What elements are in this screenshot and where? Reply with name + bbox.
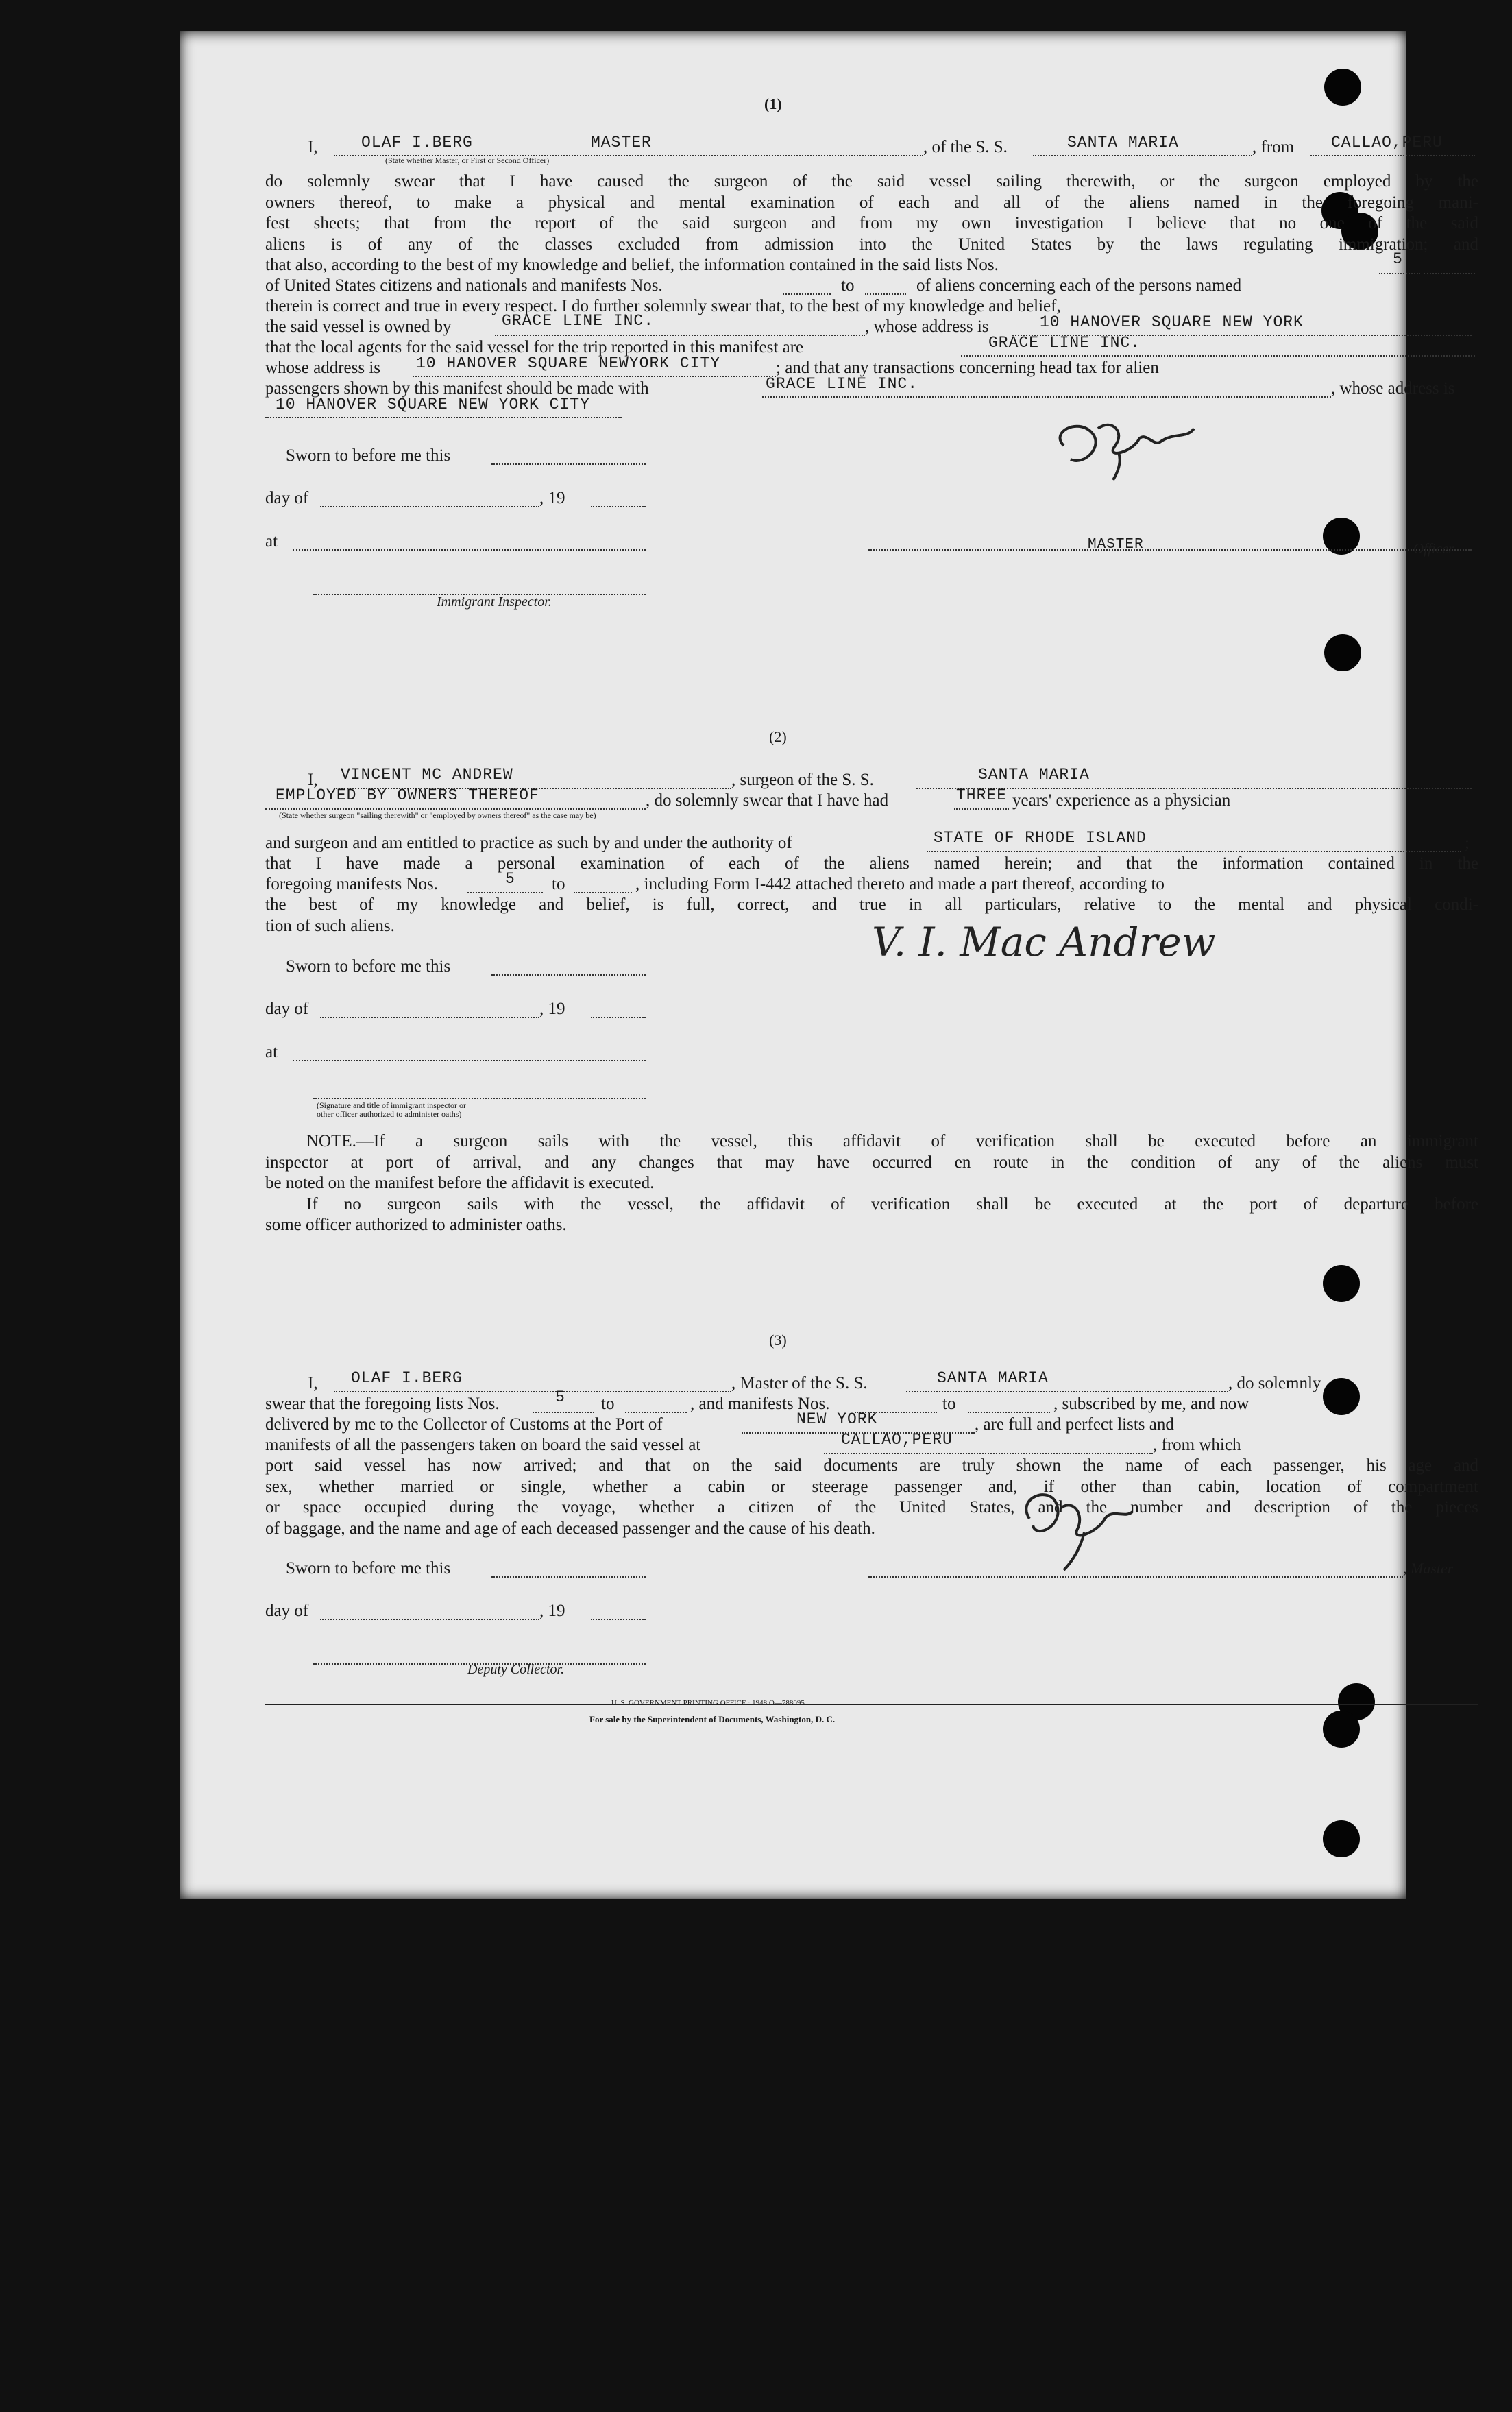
fill-line xyxy=(491,1558,646,1578)
oath-line: fest sheets; that from the report of the said surgeon and from my own investigation I believe that no one of the said xyxy=(265,214,1478,232)
arrival-port: NEW YORK xyxy=(796,1410,878,1428)
rank: MASTER xyxy=(591,134,652,152)
year-label: , 19 xyxy=(539,1602,565,1620)
signature-note: other officer authorized to administer oaths) xyxy=(317,1109,462,1119)
text: , of the S. S. xyxy=(923,138,1008,156)
oath-paragraph xyxy=(265,1456,1478,1539)
text: I, xyxy=(308,1374,318,1392)
years-experience: THREE xyxy=(956,786,1008,804)
text: and surgeon and am entitled to practice as such by and under the authority of xyxy=(265,834,792,852)
punch-hole xyxy=(1323,1265,1360,1302)
note-line: NOTE.—If a surgeon sails with the vessel, this affidavit of verification shall be executed before an immigrant xyxy=(306,1132,1478,1150)
punch-hole xyxy=(1324,69,1361,106)
oath-line: of United States citizens and nationals and manifests Nos. xyxy=(265,276,663,295)
at-label: at xyxy=(265,532,278,551)
text: , surgeon of the S. S. xyxy=(731,771,874,789)
fill-line xyxy=(491,956,646,976)
inspector-title: Immigrant Inspector. xyxy=(437,594,552,610)
employment-status: EMPLOYED BY OWNERS THEREOF xyxy=(276,786,539,804)
manifest-page xyxy=(180,31,1478,1899)
departure-port: CALLAO,PERU xyxy=(1331,134,1443,152)
text: foregoing manifests Nos. xyxy=(265,875,439,893)
oath-line: that the local agents for the said vessel for the trip reported in this manifest are xyxy=(265,338,804,357)
year-label: , 19 xyxy=(539,489,565,507)
oath-paragraph xyxy=(265,171,1478,255)
note-paragraph xyxy=(265,1131,1478,1236)
oath-line: owners thereof, to make a physical and mental examination of each and all of the aliens named in the foregoing mani- xyxy=(265,193,1478,212)
section-number: (2) xyxy=(769,728,787,745)
oath-line: port said vessel has now arrived; and that on the said documents are truly shown the name of each passenger, his age and xyxy=(265,1456,1478,1475)
text: , from which xyxy=(1153,1436,1241,1454)
list-number: 5 xyxy=(555,1388,565,1406)
master-name: OLAF I.BERG xyxy=(351,1369,463,1387)
punch-hole xyxy=(1323,1711,1360,1748)
day-label: day of xyxy=(265,1000,309,1018)
text: delivered by me to the Collector of Customs at the Port of xyxy=(265,1415,663,1434)
ship-name: SANTA MARIA xyxy=(937,1369,1049,1387)
sworn-label: Sworn to before me this xyxy=(286,957,451,976)
note-line: If no surgeon sails with the vessel, the affidavit of verification shall be executed at the port of departure before xyxy=(306,1194,1478,1214)
field-note: (State whether surgeon "sailing therewith" or "employed by owners thereof" as the case may be) xyxy=(279,810,596,820)
oath-line: aliens is of any of the classes excluded from admission into the United States by the laws regulating immigration; and xyxy=(265,234,1478,254)
text: years' experience as a physician xyxy=(1012,791,1231,810)
text: I, xyxy=(308,771,318,789)
oath-line: passengers shown by this manifest should be made with xyxy=(265,379,649,398)
text: , whose address is xyxy=(1331,379,1455,398)
licensing-state: STATE OF RHODE ISLAND xyxy=(934,829,1147,847)
fill-line xyxy=(591,488,646,507)
text: to xyxy=(601,1395,615,1413)
fill-line xyxy=(574,874,632,893)
fill-line xyxy=(293,1042,646,1061)
section-number: (1) xyxy=(764,95,782,112)
oath-line: whose address is xyxy=(265,359,381,377)
text: , do solemnly swear that I have had xyxy=(646,791,889,810)
note-line: some officer authorized to administer oaths. xyxy=(265,1216,567,1234)
day-label: day of xyxy=(265,1602,309,1620)
surgeon-name: VINCENT MC ANDREW xyxy=(341,766,513,784)
year-label: , 19 xyxy=(539,1000,565,1018)
text: , are full and perfect lists and xyxy=(975,1415,1174,1434)
surgeon-signature: V. I. Mac Andrew xyxy=(872,919,1216,965)
fill-line xyxy=(625,1394,687,1413)
departure-port: CALLAO,PERU xyxy=(841,1431,953,1449)
text: to xyxy=(942,1395,956,1413)
text: , Master of the S. S. xyxy=(731,1374,868,1392)
punch-hole xyxy=(1323,1820,1360,1857)
text: to xyxy=(552,875,565,893)
ship-name: SANTA MARIA xyxy=(978,766,1090,784)
printing-office: U. S. GOVERNMENT PRINTING OFFICE : 1948 O—788095 xyxy=(611,1699,805,1707)
fill-line xyxy=(320,999,539,1018)
fill-line xyxy=(320,488,539,507)
text: , including Form I-442 attached thereto and made a part thereof, according to xyxy=(635,875,1165,893)
text: I, xyxy=(308,138,318,156)
signature-line xyxy=(868,1558,1403,1578)
list-number: 5 xyxy=(1393,250,1403,268)
surgeon-paragraph xyxy=(265,854,1478,875)
day-label: day of xyxy=(265,489,309,507)
master-signature xyxy=(1036,405,1215,498)
oath-line: tion of such aliens. xyxy=(265,916,395,935)
text: , from xyxy=(1252,138,1295,156)
master-name: OLAF I.BERG xyxy=(361,134,473,152)
fill-line xyxy=(320,1601,539,1620)
oath-line: of baggage, and the name and age of each deceased passenger and the cause of his death. xyxy=(265,1519,875,1538)
agent-address: 10 HANOVER SQUARE NEWYORK CITY xyxy=(416,354,721,372)
text: , whose address is xyxy=(865,317,989,336)
note-line: inspector at port of arrival, and any changes that may have occurred en route in the condition of any of the aliens must xyxy=(265,1153,1478,1172)
signature-title: MASTER xyxy=(1088,537,1144,553)
fill-line xyxy=(783,276,831,295)
sale-notice: For sale by the Superintendent of Documents, Washington, D. C. xyxy=(589,1714,836,1724)
oath-line: the said vessel is owned by xyxy=(265,317,452,336)
signature-line xyxy=(868,531,1472,551)
fill-line xyxy=(591,1601,646,1620)
oath-line: that I have made a personal examination of each of the aliens named herein; and that the information contained in the xyxy=(265,854,1478,873)
fill-line xyxy=(1424,255,1475,274)
oath-line: sex, whether married or single, whether a cabin or steerage passenger and, if other than cabin, location of compartment xyxy=(265,1477,1478,1496)
oath-line: do solemnly swear that I have caused the surgeon of the said vessel sailing therewith, or the surgeon employed by the xyxy=(265,172,1478,191)
fill-line xyxy=(591,999,646,1018)
fill-line xyxy=(968,1394,1050,1413)
oath-line: the best of my knowledge and belief, is full, correct, and true in all particulars, relative to the mental and physical condi- xyxy=(265,895,1478,914)
text: swear that the foregoing lists Nos. xyxy=(265,1395,500,1413)
oath-line: or space occupied during the voyage, whether a citizen of the United States, and the number and description of the pieces xyxy=(265,1498,1478,1517)
text: , do solemnly xyxy=(1228,1374,1321,1392)
field-note: (State whether Master, or First or Second Officer) xyxy=(385,156,550,165)
section-number: (3) xyxy=(769,1331,787,1349)
punch-hole xyxy=(1323,1378,1360,1415)
head-tax-address: 10 HANOVER SQUARE NEW YORK CITY xyxy=(276,396,590,413)
oath-line: that also, according to the best of my knowledge and belief, the information contained in the said lists Nos. xyxy=(265,256,999,274)
footer-rule xyxy=(265,1704,1478,1705)
text: , and manifests Nos. xyxy=(690,1395,830,1413)
text: ; and that any transactions concerning head tax for alien xyxy=(776,359,1159,377)
sworn-label: Sworn to before me this xyxy=(286,1559,451,1578)
local-agents: GRACE LINE INC. xyxy=(988,334,1141,352)
manifest-number: 5 xyxy=(505,870,515,888)
fill-line xyxy=(293,531,646,551)
text: to xyxy=(841,276,855,295)
collector-title: Deputy Collector. xyxy=(467,1662,565,1677)
ship-name: SANTA MARIA xyxy=(1067,134,1179,152)
at-label: at xyxy=(265,1043,278,1061)
owner-address: 10 HANOVER SQUARE NEW YORK xyxy=(1040,313,1304,331)
fill-line xyxy=(491,446,646,465)
signature-note: (Signature and title of immigrant inspector or xyxy=(317,1100,466,1110)
text: of aliens concerning each of the persons named xyxy=(916,276,1242,295)
punch-hole xyxy=(1324,634,1361,671)
fill-line xyxy=(865,276,906,295)
officer-label: Officer xyxy=(1413,540,1454,557)
master-label: , Master xyxy=(1403,1560,1454,1577)
sworn-label: Sworn to before me this xyxy=(286,446,451,465)
owner-name: GRACE LINE INC. xyxy=(502,312,655,330)
head-tax-agent: GRACE LINE INC. xyxy=(766,375,918,393)
note-line: be noted on the manifest before the affidavit is executed. xyxy=(265,1174,655,1192)
oath-line: therein is correct and true in every respect. I do further solemnly swear that, to the best of my knowledge and belief, xyxy=(265,297,1061,315)
fill-line xyxy=(313,1080,646,1099)
text: , subscribed by me, and now xyxy=(1053,1395,1249,1413)
text: ; xyxy=(1465,834,1470,852)
text: manifests of all the passengers taken on board the said vessel at xyxy=(265,1436,701,1454)
